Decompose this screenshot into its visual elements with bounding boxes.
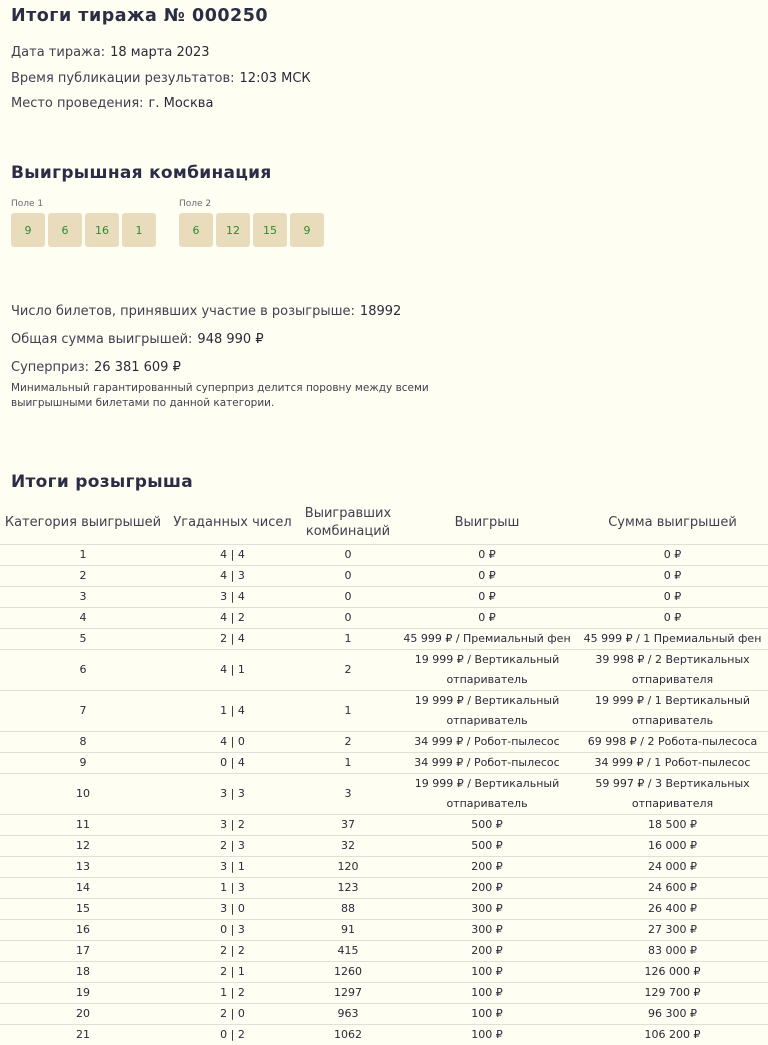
cell-category: 9 bbox=[0, 753, 166, 774]
number-ball: 15 bbox=[253, 213, 287, 247]
publish-time-label: Время публикации результатов: bbox=[11, 71, 235, 86]
cell-matched: 0 | 2 bbox=[166, 1025, 299, 1045]
cell-prize: 500 ₽ bbox=[397, 815, 577, 836]
cell-matched: 4 | 3 bbox=[166, 566, 299, 587]
results-body bbox=[0, 545, 768, 1045]
cell-prize: 500 ₽ bbox=[397, 836, 577, 857]
table-row bbox=[0, 732, 768, 753]
cell-matched: 3 | 0 bbox=[166, 899, 299, 920]
cell-total: 16 000 ₽ bbox=[577, 836, 768, 857]
cell-total: 24 000 ₽ bbox=[577, 857, 768, 878]
cell-winning-combos: 0 bbox=[299, 587, 397, 608]
table-row bbox=[0, 983, 768, 1004]
cell-prize: 300 ₽ bbox=[397, 920, 577, 941]
table-row bbox=[0, 650, 768, 691]
cell-winning-combos: 1062 bbox=[299, 1025, 397, 1045]
table-row bbox=[0, 941, 768, 962]
cell-prize: 100 ₽ bbox=[397, 1004, 577, 1025]
cell-prize: 0 ₽ bbox=[397, 545, 577, 566]
total-winnings bbox=[11, 332, 264, 347]
cell-total: 0 ₽ bbox=[577, 608, 768, 629]
cell-winning-combos: 1 bbox=[299, 691, 397, 732]
cell-total: 83 000 ₽ bbox=[577, 941, 768, 962]
cell-category: 7 bbox=[0, 691, 166, 732]
field-1-label: Поле 1 bbox=[11, 199, 159, 209]
tickets-count bbox=[11, 304, 401, 319]
cell-category: 15 bbox=[0, 899, 166, 920]
cell-total: 0 ₽ bbox=[577, 587, 768, 608]
cell-winning-combos: 3 bbox=[299, 774, 397, 815]
cell-prize: 19 999 ₽ / Вертикальный отпариватель bbox=[397, 774, 577, 815]
cell-winning-combos: 1260 bbox=[299, 962, 397, 983]
cell-winning-combos: 2 bbox=[299, 650, 397, 691]
cell-category: 1 bbox=[0, 545, 166, 566]
cell-winning-combos: 0 bbox=[299, 545, 397, 566]
cell-category: 12 bbox=[0, 836, 166, 857]
table-row bbox=[0, 1004, 768, 1025]
table-row bbox=[0, 920, 768, 941]
cell-total: 18 500 ₽ bbox=[577, 815, 768, 836]
cell-prize: 45 999 ₽ / Премиальный фен bbox=[397, 629, 577, 650]
page-title: Итоги тиража № 000250 bbox=[11, 6, 268, 26]
cell-matched: 1 | 4 bbox=[166, 691, 299, 732]
cell-matched: 4 | 2 bbox=[166, 608, 299, 629]
cell-prize: 100 ₽ bbox=[397, 962, 577, 983]
cell-prize: 100 ₽ bbox=[397, 983, 577, 1004]
table-row bbox=[0, 962, 768, 983]
cell-winning-combos: 2 bbox=[299, 732, 397, 753]
cell-winning-combos: 91 bbox=[299, 920, 397, 941]
cell-winning-combos: 0 bbox=[299, 608, 397, 629]
cell-winning-combos: 120 bbox=[299, 857, 397, 878]
table-row bbox=[0, 774, 768, 815]
tickets-count-label: Число билетов, принявших участие в розыгрыше: bbox=[11, 304, 355, 319]
field-2-label: Поле 2 bbox=[179, 199, 327, 209]
cell-category: 17 bbox=[0, 941, 166, 962]
table-row bbox=[0, 566, 768, 587]
cell-prize: 0 ₽ bbox=[397, 566, 577, 587]
cell-total: 19 999 ₽ / 1 Вертикальный отпариватель bbox=[577, 691, 768, 732]
draw-date-value: 18 марта 2023 bbox=[110, 45, 209, 60]
table-row bbox=[0, 608, 768, 629]
field-1-numbers bbox=[11, 213, 159, 247]
table-row bbox=[0, 545, 768, 566]
results-header-row bbox=[0, 502, 768, 545]
cell-matched: 1 | 2 bbox=[166, 983, 299, 1004]
cell-total: 26 400 ₽ bbox=[577, 899, 768, 920]
cell-prize: 200 ₽ bbox=[397, 878, 577, 899]
cell-total: 0 ₽ bbox=[577, 566, 768, 587]
cell-total: 106 200 ₽ bbox=[577, 1025, 768, 1045]
total-winnings-value: 948 990 ₽ bbox=[197, 332, 263, 347]
cell-category: 8 bbox=[0, 732, 166, 753]
table-row bbox=[0, 587, 768, 608]
draw-place bbox=[11, 96, 213, 111]
table-row bbox=[0, 1025, 768, 1045]
cell-total: 27 300 ₽ bbox=[577, 920, 768, 941]
results-title: Итоги розыгрыша bbox=[11, 472, 193, 492]
cell-winning-combos: 32 bbox=[299, 836, 397, 857]
number-ball: 16 bbox=[85, 213, 119, 247]
cell-winning-combos: 88 bbox=[299, 899, 397, 920]
cell-winning-combos: 963 bbox=[299, 1004, 397, 1025]
table-row bbox=[0, 753, 768, 774]
publish-time bbox=[11, 71, 311, 86]
cell-prize: 100 ₽ bbox=[397, 1025, 577, 1045]
field-2-numbers bbox=[179, 213, 327, 247]
cell-winning-combos: 0 bbox=[299, 566, 397, 587]
col-header-winning-combos: Выигравших комбинаций bbox=[299, 502, 397, 545]
col-header-prize: Выигрыш bbox=[397, 502, 577, 545]
cell-total: 96 300 ₽ bbox=[577, 1004, 768, 1025]
number-ball: 12 bbox=[216, 213, 250, 247]
draw-place-value: г. Москва bbox=[149, 96, 214, 111]
cell-total: 34 999 ₽ / 1 Робот-пылесос bbox=[577, 753, 768, 774]
superprize-label: Суперприз: bbox=[11, 360, 89, 375]
col-header-total: Сумма выигрышей bbox=[577, 502, 768, 545]
cell-total: 59 997 ₽ / 3 Вертикальных отпаривателя bbox=[577, 774, 768, 815]
table-row bbox=[0, 857, 768, 878]
cell-winning-combos: 1297 bbox=[299, 983, 397, 1004]
cell-category: 20 bbox=[0, 1004, 166, 1025]
table-row bbox=[0, 691, 768, 732]
cell-total: 39 998 ₽ / 2 Вертикальных отпаривателя bbox=[577, 650, 768, 691]
draw-place-label: Место проведения: bbox=[11, 96, 144, 111]
number-ball: 6 bbox=[48, 213, 82, 247]
table-row bbox=[0, 878, 768, 899]
cell-prize: 34 999 ₽ / Робот-пылесос bbox=[397, 753, 577, 774]
cell-matched: 3 | 1 bbox=[166, 857, 299, 878]
number-ball: 9 bbox=[290, 213, 324, 247]
cell-total: 0 ₽ bbox=[577, 545, 768, 566]
superprize-value: 26 381 609 ₽ bbox=[94, 360, 181, 375]
cell-matched: 2 | 4 bbox=[166, 629, 299, 650]
cell-category: 16 bbox=[0, 920, 166, 941]
total-winnings-label: Общая сумма выигрышей: bbox=[11, 332, 192, 347]
cell-category: 10 bbox=[0, 774, 166, 815]
cell-category: 14 bbox=[0, 878, 166, 899]
cell-total: 69 998 ₽ / 2 Робота-пылесоса bbox=[577, 732, 768, 753]
cell-category: 5 bbox=[0, 629, 166, 650]
cell-category: 19 bbox=[0, 983, 166, 1004]
cell-matched: 0 | 4 bbox=[166, 753, 299, 774]
cell-winning-combos: 123 bbox=[299, 878, 397, 899]
cell-category: 21 bbox=[0, 1025, 166, 1045]
results-table bbox=[0, 502, 768, 1045]
cell-matched: 3 | 2 bbox=[166, 815, 299, 836]
cell-matched: 2 | 1 bbox=[166, 962, 299, 983]
cell-prize: 0 ₽ bbox=[397, 608, 577, 629]
field-2 bbox=[179, 199, 327, 247]
cell-prize: 200 ₽ bbox=[397, 857, 577, 878]
cell-total: 129 700 ₽ bbox=[577, 983, 768, 1004]
number-ball: 1 bbox=[122, 213, 156, 247]
winning-combination-title: Выигрышная комбинация bbox=[11, 163, 272, 183]
table-row bbox=[0, 629, 768, 650]
cell-matched: 4 | 4 bbox=[166, 545, 299, 566]
cell-prize: 19 999 ₽ / Вертикальный отпариватель bbox=[397, 691, 577, 732]
cell-total: 24 600 ₽ bbox=[577, 878, 768, 899]
cell-prize: 0 ₽ bbox=[397, 587, 577, 608]
cell-prize: 300 ₽ bbox=[397, 899, 577, 920]
draw-date bbox=[11, 45, 210, 60]
cell-category: 11 bbox=[0, 815, 166, 836]
cell-winning-combos: 415 bbox=[299, 941, 397, 962]
cell-matched: 3 | 3 bbox=[166, 774, 299, 815]
cell-winning-combos: 1 bbox=[299, 753, 397, 774]
cell-total: 45 999 ₽ / 1 Премиальный фен bbox=[577, 629, 768, 650]
publish-time-value: 12:03 МСК bbox=[240, 71, 311, 86]
cell-category: 3 bbox=[0, 587, 166, 608]
cell-matched: 2 | 2 bbox=[166, 941, 299, 962]
cell-matched: 1 | 3 bbox=[166, 878, 299, 899]
cell-total: 126 000 ₽ bbox=[577, 962, 768, 983]
cell-winning-combos: 1 bbox=[299, 629, 397, 650]
tickets-count-value: 18992 bbox=[360, 304, 401, 319]
cell-prize: 200 ₽ bbox=[397, 941, 577, 962]
col-header-matched: Угаданных чисел bbox=[166, 502, 299, 545]
field-1 bbox=[11, 199, 159, 247]
cell-matched: 0 | 3 bbox=[166, 920, 299, 941]
table-row bbox=[0, 899, 768, 920]
cell-matched: 3 | 4 bbox=[166, 587, 299, 608]
col-header-category: Категория выигрышей bbox=[0, 502, 166, 545]
cell-prize: 34 999 ₽ / Робот-пылесос bbox=[397, 732, 577, 753]
cell-matched: 2 | 3 bbox=[166, 836, 299, 857]
cell-matched: 4 | 1 bbox=[166, 650, 299, 691]
superprize bbox=[11, 360, 181, 375]
cell-winning-combos: 37 bbox=[299, 815, 397, 836]
cell-prize: 19 999 ₽ / Вертикальный отпариватель bbox=[397, 650, 577, 691]
number-ball: 9 bbox=[11, 213, 45, 247]
cell-category: 13 bbox=[0, 857, 166, 878]
cell-category: 2 bbox=[0, 566, 166, 587]
table-row bbox=[0, 836, 768, 857]
number-ball: 6 bbox=[179, 213, 213, 247]
draw-date-label: Дата тиража: bbox=[11, 45, 105, 60]
table-row bbox=[0, 815, 768, 836]
cell-matched: 2 | 0 bbox=[166, 1004, 299, 1025]
cell-category: 18 bbox=[0, 962, 166, 983]
superprize-note: Минимальный гарантированный суперприз делится поровну между всеми выигрышными билетами по данной категории. bbox=[11, 381, 441, 411]
cell-category: 6 bbox=[0, 650, 166, 691]
cell-category: 4 bbox=[0, 608, 166, 629]
cell-matched: 4 | 0 bbox=[166, 732, 299, 753]
